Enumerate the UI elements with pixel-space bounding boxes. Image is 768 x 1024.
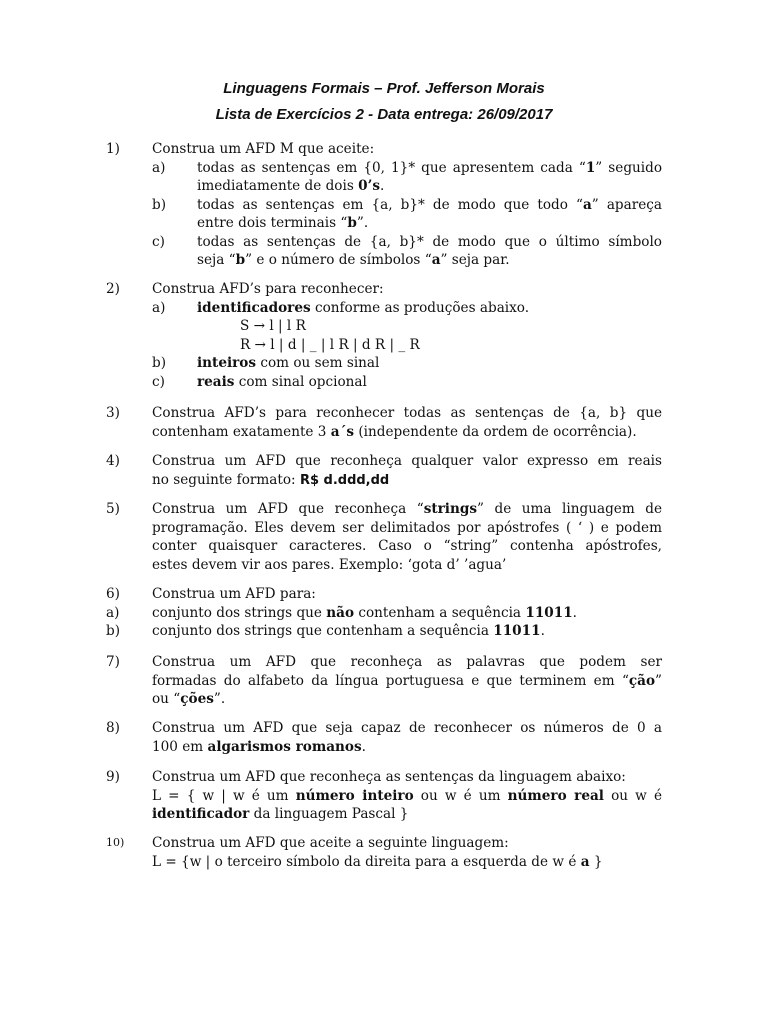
- item-text: conjunto dos strings que não contenham a sequência 11011.: [152, 604, 577, 621]
- question-text: programação. Eles devem ser delimitados por apóstrofes ( ‘ ) e podem: [152, 519, 662, 536]
- question-number: 4): [106, 453, 120, 469]
- question-9: [0, 768, 768, 824]
- question-number: 6): [106, 586, 120, 602]
- question-7: [0, 653, 768, 709]
- item-text: todas as sentenças em {a, b}* de modo que todo “a” apareça: [197, 196, 662, 213]
- item-text: conjunto dos strings que contenham a sequência 11011.: [152, 623, 545, 639]
- item-letter: b): [152, 355, 167, 371]
- item-text: entre dois terminais “b”.: [197, 215, 369, 231]
- question-3: [0, 404, 768, 441]
- question-text: Construa um AFD que reconheça “strings” de uma linguagem de: [152, 501, 662, 517]
- question-text: Construa um AFD que seja capaz de reconhecer os números de 0 a: [152, 720, 662, 736]
- question-number: 1): [106, 141, 120, 157]
- item-text: todas as sentenças em {0, 1}* que apresentem cada “1” seguido: [197, 159, 663, 176]
- question-number: 10): [106, 836, 125, 849]
- item-text: imediatamente de dois 0’s.: [197, 178, 385, 194]
- item-text: seja “b” e o número de símbolos “a” seja par.: [197, 252, 510, 268]
- question-text: Construa AFD’s para reconhecer todas as sentenças de {a, b} que: [152, 405, 662, 421]
- question-text: Construa AFD’s para reconhecer:: [152, 281, 384, 297]
- question-text: Construa um AFD para:: [152, 586, 316, 602]
- question-text: contenham exatamente 3 a´s (independente da ordem de ocorrência).: [152, 423, 637, 440]
- question-text: Construa um AFD que reconheça qualquer valor expresso em reais: [152, 453, 662, 469]
- item-letter: b): [106, 623, 121, 639]
- question-number: 2): [106, 281, 120, 297]
- question-text: conter quaisquer caracteres. Caso o “string” contenha apóstrofes,: [152, 538, 662, 554]
- question-text: L = {w | o terceiro símbolo da direita para a esquerda de w é a }: [152, 853, 603, 870]
- question-text: L = { w | w é um número inteiro ou w é um número real ou w é: [152, 787, 662, 804]
- item-letter: b): [152, 196, 167, 213]
- question-number: 9): [106, 769, 120, 785]
- production-rule: R → l | d | _ | l R | d R | _ R: [240, 336, 420, 353]
- question-1: [0, 140, 768, 270]
- question-text: no seguinte formato: R$ d.ddd,dd: [152, 471, 390, 488]
- item-letter: c): [152, 373, 165, 390]
- question-text: formadas do alfabeto da língua portuguesa e que terminem em “ção”: [152, 672, 662, 689]
- question-text: Construa um AFD que reconheça as sentenças da linguagem abaixo:: [152, 769, 626, 785]
- question-6: [0, 585, 768, 641]
- question-8: [0, 719, 768, 756]
- question-number: 5): [106, 501, 120, 517]
- item-letter: c): [152, 233, 165, 250]
- question-2: [0, 280, 768, 391]
- item-letter: a): [106, 604, 120, 621]
- question-number: 8): [106, 720, 120, 736]
- question-text: 100 em algarismos romanos.: [152, 738, 366, 755]
- item-text: inteiros com ou sem sinal: [197, 355, 380, 371]
- question-text: Construa um AFD que reconheça as palavras que podem ser: [152, 654, 662, 670]
- question-number: 7): [106, 654, 120, 670]
- page-title: Linguagens Formais – Prof. Jefferson Morais: [223, 80, 545, 97]
- item-letter: a): [152, 159, 166, 176]
- production-rule: S → l | l R: [240, 318, 306, 334]
- question-4: [0, 452, 768, 489]
- question-text: estes devem vir aos pares. Exemplo: ‘gota d’ ’agua’: [152, 556, 507, 573]
- item-text: identificadores conforme as produções abaixo.: [197, 299, 530, 316]
- question-5: [0, 500, 768, 574]
- page-subtitle: Lista de Exercícios 2 - Data entrega: 26/09/2017: [215, 106, 553, 123]
- question-text: identificador da linguagem Pascal }: [152, 806, 409, 822]
- question-10: [0, 834, 768, 871]
- item-letter: a): [152, 299, 166, 316]
- question-text: ou “ções”.: [152, 691, 226, 707]
- question-number: 3): [106, 405, 120, 421]
- question-text: Construa um AFD que aceite a seguinte linguagem:: [152, 835, 509, 851]
- question-text: Construa um AFD M que aceite:: [152, 141, 375, 157]
- item-text: todas as sentenças de {a, b}* de modo que o último símbolo: [197, 233, 662, 250]
- item-text: reais com sinal opcional: [197, 373, 367, 390]
